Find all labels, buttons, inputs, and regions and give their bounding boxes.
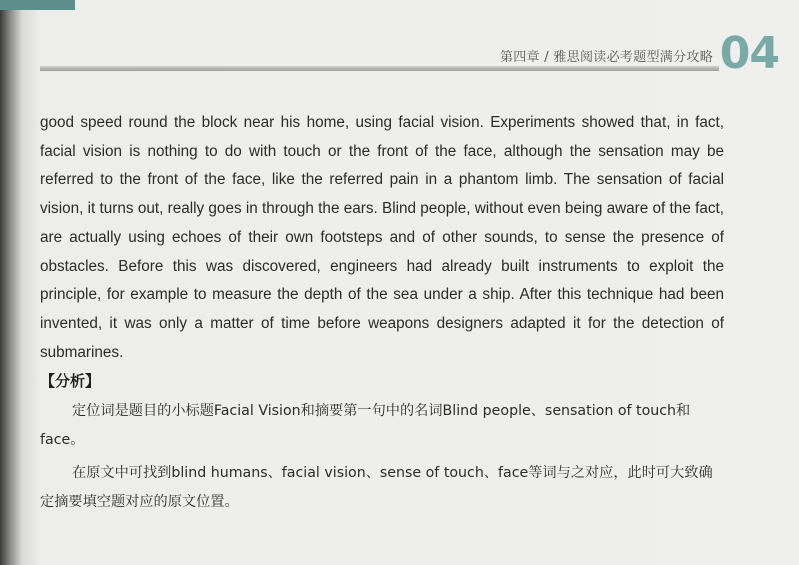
header-rule (40, 66, 719, 71)
passage-paragraph: good speed round the block near his home, using facial vision. Experiments showed that, in fact, facial vision is nothing to do with touch or the front of the face, although the sensation may be referred to the front of the face, like the referred pain in a phantom limb. The sensation of facial vision, it turns out, really goes in through the ears. Blind people, without even being aware of the fact, are actually using echoes of their own footsteps and of other sounds, to sense the presence of obstacles. Before this was discovered, engineers had already built instruments to exploit the principle, for example to measure the depth of the sea under a ship. After this technique had been invented, it was only a matter of time before weapons designers adapted it for the detection of submarines. (40, 114, 724, 361)
running-head-title: 第四章 / 雅思阅读必考题型满分攻略 (499, 50, 713, 65)
analysis-paragraph-2: 在原文中可找到blind humans、facial vision、sense of touch、face等词与之对应，此时可大致确定摘要填空题对应的原文位置。 (40, 465, 713, 510)
top-color-strip (0, 0, 75, 10)
page-header (22, 28, 799, 79)
chapter-number: 04 (719, 28, 779, 79)
analysis-heading: 【分析】 (40, 372, 101, 390)
analysis-paragraph-1: 定位词是题目的小标题Facial Vision和摘要第一句中的名词Blind people、sensation of touch和face。 (40, 403, 691, 448)
